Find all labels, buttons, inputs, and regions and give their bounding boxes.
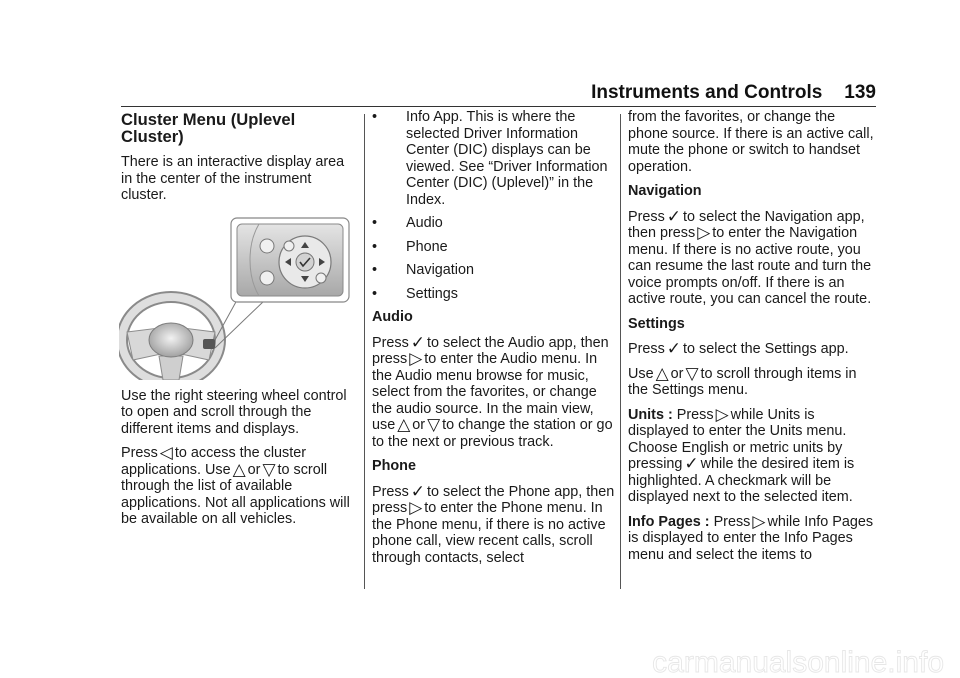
watermark-text: carmanualsonline.info: [652, 646, 944, 678]
intro-paragraph: There is an interactive display area in the center of the instrument cluster.: [121, 154, 345, 203]
settings-scroll-paragraph: Use △ or ▽ to scroll through items in the Settings menu.: [628, 363, 857, 398]
info-pages-paragraph: Info Pages : Press ▷ while Info Pages is displayed to enter the Info Pages menu and select the items to: [628, 511, 874, 563]
settings-paragraph: Press ✓ to select the Settings app.: [628, 339, 849, 358]
navigation-heading: Navigation: [628, 183, 702, 199]
check-icon: ✓: [666, 206, 682, 226]
section-heading: Cluster Menu (Uplevel Cluster): [121, 110, 296, 146]
navigation-paragraph: Press ✓ to select the Navigation app, then press ▷ to enter the Navigation menu. If there is no active route, you can resume the last route and turn the voice prompts on/off. If there is an active route, you can cancel the route.: [628, 206, 872, 307]
down-arrow-icon: ▽: [427, 415, 441, 434]
right-arrow-icon: ▷: [715, 404, 729, 424]
audio-heading: Audio: [372, 309, 413, 325]
phone-continued-paragraph: from the favorites, or change the phone source. If there is an active call, mute the phone or switch to handset operation.: [628, 109, 874, 175]
control-paragraph: Use the right steering wheel control to open and scroll through the different items and displays.: [121, 387, 347, 437]
circle-left-icon: ◁: [159, 443, 173, 462]
press-paragraph: Press ◁ to access the cluster applications. Use △ or ▽ to scroll through the list of available applications. Not all applications will be available on all vehicles.: [121, 443, 350, 527]
list-item: • Audio: [372, 215, 443, 231]
list-item: • Info App. This is where the selected Driver Information Center (DIC) displays can be viewed. See “Driver Information Center (DIC) (Uplevel)” in the Index.: [372, 109, 608, 208]
check-icon: ✓: [666, 339, 682, 358]
down-arrow-icon: ▽: [685, 363, 699, 383]
right-arrow-icon: ▷: [697, 223, 711, 242]
settings-heading: Settings: [628, 315, 685, 332]
check-icon: ✓: [410, 481, 426, 501]
page-number: 139: [844, 82, 876, 103]
right-arrow-icon: ▷: [752, 511, 766, 531]
right-arrow-icon: ▷: [409, 349, 423, 368]
up-arrow-icon: △: [397, 415, 411, 434]
check-icon: ✓: [410, 332, 426, 352]
down-arrow-icon: ▽: [262, 459, 276, 479]
check-icon: ✓: [684, 454, 699, 473]
up-arrow-icon: △: [655, 363, 669, 383]
right-arrow-icon: ▷: [409, 498, 423, 517]
list-item: • Navigation: [372, 262, 474, 278]
list-item: • Phone: [372, 238, 448, 255]
units-paragraph: Units : Press ▷ while Units is displayed to enter the Units menu. Choose English or metric units by pressing ✓ while the desired item is highlighted. A checkmark will be displayed next to the selected item.: [628, 404, 855, 505]
phone-heading: Phone: [372, 458, 416, 474]
up-arrow-icon: △: [232, 459, 246, 479]
audio-paragraph: Press ✓ to select the Audio app, then press ▷ to enter the Audio menu. In the Audio menu browse for music, select from the favorites, or change the audio source. In the main view, use △ or ▽ to change the station or go to the next or previous track.: [372, 332, 613, 450]
list-item: • Settings: [372, 285, 458, 302]
phone-paragraph: Press ✓ to select the Phone app, then press ▷ to enter the Phone menu. In the Phone menu, if there is no active phone call, view recent calls, scroll through contacts, select: [372, 481, 615, 566]
header-title: Instruments and Controls: [591, 82, 823, 103]
